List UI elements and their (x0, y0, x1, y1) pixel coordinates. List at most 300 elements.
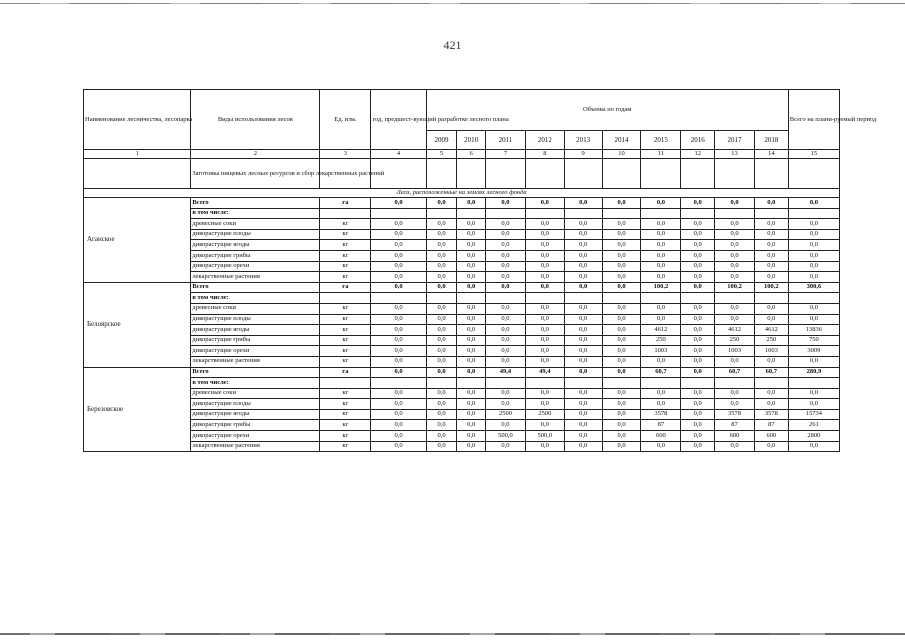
year-value-cell: 0,0 (681, 346, 715, 357)
year-value-cell: 0,0 (602, 303, 641, 314)
year-value-cell: 0,0 (715, 219, 755, 230)
year-value-cell: 0,0 (457, 261, 486, 272)
header-year: 2013 (564, 131, 602, 150)
year-value-cell: 0,0 (457, 303, 486, 314)
column-number: 7 (486, 150, 526, 159)
year-value-cell: 0,0 (457, 346, 486, 357)
table-row (84, 198, 840, 209)
year-value-cell: 0,0 (641, 399, 681, 410)
table-row (84, 335, 840, 346)
year-value-cell: 0,0 (457, 420, 486, 431)
year-value-cell: 4612 (641, 325, 681, 336)
year-value-cell: 0,0 (602, 314, 641, 325)
use-type-cell: лекарственные растения (191, 356, 320, 367)
year-value-cell: 0,0 (525, 219, 564, 230)
year-value-cell (564, 293, 602, 304)
period-total-cell: 15734 (788, 409, 839, 420)
year-value-cell: 0,0 (754, 250, 788, 261)
period-total-cell: 0,0 (788, 441, 839, 452)
table-row (84, 441, 840, 452)
unit-cell: га (320, 198, 371, 209)
year-value-cell: 0,0 (681, 356, 715, 367)
use-type-cell: в том числе: (191, 208, 320, 219)
year-value-cell (564, 378, 602, 389)
use-type-cell: дикорастущие плоды (191, 229, 320, 240)
plan-year-cell: 0,0 (371, 431, 426, 442)
table-row (84, 378, 840, 389)
column-number: 11 (641, 150, 681, 159)
year-value-cell: 0,0 (715, 261, 755, 272)
forestry-cell (84, 198, 191, 283)
table-row (84, 388, 840, 399)
year-value-cell: 0,0 (641, 229, 681, 240)
year-value-cell: 0,0 (486, 420, 526, 431)
year-value-cell: 0,0 (525, 399, 564, 410)
year-value-cell: 0,0 (486, 314, 526, 325)
year-value-cell (754, 293, 788, 304)
plan-year-cell (371, 378, 426, 389)
header-forestry: Наименование лесничества, лесопарка (84, 90, 191, 150)
header-year: 2011 (486, 131, 526, 150)
table-row (84, 431, 840, 442)
period-total-cell: 3009 (788, 346, 839, 357)
unit-cell (320, 208, 371, 219)
table-row (84, 250, 840, 261)
plan-year-cell: 0,0 (371, 314, 426, 325)
column-number: 8 (525, 150, 564, 159)
year-value-cell (681, 208, 715, 219)
column-number: 10 (602, 150, 641, 159)
header-unit: Ед. изм. (320, 90, 371, 150)
year-value-cell: 0,0 (641, 303, 681, 314)
plan-year-cell: 0,0 (371, 219, 426, 230)
unit-cell: кг (320, 303, 371, 314)
use-type-cell: дикорастущие плоды (191, 314, 320, 325)
year-value-cell: 0,0 (486, 219, 526, 230)
year-value-cell: 0,0 (426, 346, 457, 357)
year-value-cell: 0,0 (641, 356, 681, 367)
year-value-cell: 0,0 (457, 441, 486, 452)
forestry-name: Аганское (87, 235, 115, 244)
year-value-cell: 0,0 (426, 399, 457, 410)
year-value-cell (715, 293, 755, 304)
year-value-cell (457, 208, 486, 219)
plan-year-cell: 0,0 (371, 420, 426, 431)
use-type-cell: дикорастущие грибы (191, 250, 320, 261)
unit-cell: кг (320, 420, 371, 431)
year-value-cell: 0,0 (426, 198, 457, 209)
year-value-cell: 0,0 (486, 356, 526, 367)
period-total-cell: 0,0 (788, 250, 839, 261)
year-value-cell: 0,0 (457, 229, 486, 240)
table-row (84, 219, 840, 230)
year-value-cell: 0,0 (715, 399, 755, 410)
year-value-cell: 0,0 (681, 388, 715, 399)
year-value-cell: 0,0 (426, 431, 457, 442)
year-value-cell (426, 378, 457, 389)
year-value-cell: 0,0 (641, 198, 681, 209)
column-number: 9 (564, 150, 602, 159)
year-value-cell: 0,0 (525, 356, 564, 367)
intro-row (84, 159, 840, 189)
plan-year-cell: 0,0 (371, 250, 426, 261)
unit-cell: кг (320, 388, 371, 399)
year-value-cell: 0,0 (457, 314, 486, 325)
plan-year-cell: 0,0 (371, 367, 426, 378)
year-value-cell: 0,0 (564, 335, 602, 346)
table-row (84, 272, 840, 283)
plan-year-cell: 0,0 (371, 198, 426, 209)
year-value-cell: 0,0 (602, 420, 641, 431)
section-title: Леса, расположенные на землях лесного фонда (84, 189, 840, 198)
year-value-cell (486, 208, 526, 219)
table-row (84, 356, 840, 367)
year-value-cell (525, 293, 564, 304)
unit-cell: кг (320, 261, 371, 272)
year-value-cell: 0,0 (715, 356, 755, 367)
year-value-cell: 0,0 (564, 250, 602, 261)
year-value-cell: 0,0 (486, 282, 526, 293)
year-value-cell: 600 (641, 431, 681, 442)
year-value-cell: 0,0 (602, 388, 641, 399)
section-row (84, 189, 840, 198)
year-value-cell (457, 293, 486, 304)
year-value-cell: 0,0 (681, 367, 715, 378)
use-type-cell: дикорастущие ягоды (191, 240, 320, 251)
year-value-cell: 87 (715, 420, 755, 431)
plan-year-cell: 0,0 (371, 346, 426, 357)
year-value-cell: 1003 (754, 346, 788, 357)
year-value-cell: 0,0 (426, 229, 457, 240)
header-year: 2017 (715, 131, 755, 150)
unit-cell: кг (320, 346, 371, 357)
unit-cell: кг (320, 399, 371, 410)
year-value-cell: 0,0 (486, 261, 526, 272)
year-value-cell: 0,0 (525, 420, 564, 431)
plan-year-cell: 0,0 (371, 441, 426, 452)
year-value-cell: 0,0 (426, 303, 457, 314)
year-value-cell: 0,0 (681, 314, 715, 325)
year-value-cell: 0,0 (564, 219, 602, 230)
year-value-cell: 60,7 (641, 367, 681, 378)
year-value-cell: 0,0 (457, 356, 486, 367)
intro-text: Заготовка пищевых лесных ресурсов и сбор лекарственных растений (191, 159, 320, 189)
use-type-cell: древесные соки (191, 219, 320, 230)
year-value-cell: 4612 (754, 325, 788, 336)
forestry-cell (84, 282, 191, 367)
year-value-cell: 1003 (641, 346, 681, 357)
header-year: 2012 (525, 131, 564, 150)
year-value-cell: 0,0 (486, 198, 526, 209)
year-value-cell (486, 378, 526, 389)
column-number: 14 (754, 150, 788, 159)
unit-cell: кг (320, 409, 371, 420)
year-value-cell: 0,0 (602, 325, 641, 336)
column-number: 3 (320, 150, 371, 159)
period-total-cell: 0,0 (788, 198, 839, 209)
year-value-cell: 0,0 (525, 441, 564, 452)
year-value-cell: 0,0 (525, 240, 564, 251)
column-number: 15 (788, 150, 839, 159)
period-total-cell (788, 378, 839, 389)
unit-cell: кг (320, 431, 371, 442)
use-type-cell: в том числе: (191, 378, 320, 389)
year-value-cell: 0,0 (681, 420, 715, 431)
scan-edge-bottom (0, 633, 905, 635)
year-value-cell: 0,0 (486, 399, 526, 410)
header-year: 2009 (426, 131, 457, 150)
year-value-cell: 0,0 (525, 303, 564, 314)
period-total-cell: 0,0 (788, 240, 839, 251)
year-value-cell: 0,0 (754, 219, 788, 230)
column-number: 4 (371, 150, 426, 159)
year-value-cell: 0,0 (754, 272, 788, 283)
year-value-cell (681, 378, 715, 389)
year-value-cell: 3578 (715, 409, 755, 420)
year-value-cell: 0,0 (426, 335, 457, 346)
year-value-cell: 0,0 (641, 272, 681, 283)
year-value-cell: 500,0 (525, 431, 564, 442)
year-value-cell: 0,0 (681, 303, 715, 314)
year-value-cell: 0,0 (564, 441, 602, 452)
unit-cell: га (320, 367, 371, 378)
year-value-cell: 0,0 (681, 431, 715, 442)
year-value-cell: 0,0 (426, 282, 457, 293)
column-number: 13 (715, 150, 755, 159)
year-value-cell: 0,0 (564, 272, 602, 283)
period-total-cell (788, 208, 839, 219)
year-value-cell: 0,0 (564, 346, 602, 357)
year-value-cell: 0,0 (754, 314, 788, 325)
unit-cell: га (320, 282, 371, 293)
plan-year-cell: 0,0 (371, 282, 426, 293)
year-value-cell: 0,0 (564, 367, 602, 378)
year-value-cell: 0,0 (754, 198, 788, 209)
use-type-cell: дикорастущие ягоды (191, 325, 320, 336)
year-value-cell: 0,0 (602, 441, 641, 452)
year-value-cell: 0,0 (564, 431, 602, 442)
year-value-cell (486, 293, 526, 304)
plan-year-cell (371, 208, 426, 219)
plan-year-cell: 0,0 (371, 335, 426, 346)
year-value-cell: 60,7 (715, 367, 755, 378)
year-value-cell: 0,0 (525, 282, 564, 293)
year-value-cell: 0,0 (602, 335, 641, 346)
year-value-cell: 0,0 (457, 388, 486, 399)
table-row (84, 208, 840, 219)
table-row (84, 409, 840, 420)
year-value-cell: 0,0 (486, 325, 526, 336)
year-value-cell: 0,0 (602, 229, 641, 240)
year-value-cell: 0,0 (457, 250, 486, 261)
table-row (84, 282, 840, 293)
forestry-name: Березовское (87, 404, 124, 413)
use-type-cell: дикорастущие грибы (191, 420, 320, 431)
plan-year-cell: 0,0 (371, 388, 426, 399)
year-value-cell: 0,0 (564, 198, 602, 209)
period-total-cell: 0,0 (788, 356, 839, 367)
unit-cell: кг (320, 219, 371, 230)
year-value-cell: 0,0 (486, 229, 526, 240)
year-value-cell: 0,0 (426, 325, 457, 336)
year-value-cell: 0,0 (486, 346, 526, 357)
year-value-cell: 0,0 (564, 420, 602, 431)
table-row (84, 240, 840, 251)
year-value-cell: 0,0 (486, 303, 526, 314)
use-type-cell: Всего (191, 367, 320, 378)
year-value-cell: 0,0 (715, 272, 755, 283)
use-type-cell: дикорастущие орехи (191, 261, 320, 272)
forestry-name: Белоярское (87, 319, 121, 328)
table-row (84, 399, 840, 410)
year-value-cell: 0,0 (426, 314, 457, 325)
year-value-cell: 0,0 (754, 261, 788, 272)
table-row (84, 420, 840, 431)
period-total-cell: 261 (788, 420, 839, 431)
use-type-cell: лекарственные растения (191, 441, 320, 452)
plan-year-cell: 0,0 (371, 240, 426, 251)
period-total-cell: 0,0 (788, 399, 839, 410)
year-value-cell: 0,0 (525, 346, 564, 357)
year-value-cell: 0,0 (457, 409, 486, 420)
year-value-cell: 0,0 (486, 388, 526, 399)
year-value-cell: 0,0 (754, 388, 788, 399)
year-value-cell: 0,0 (486, 335, 526, 346)
year-value-cell (602, 208, 641, 219)
year-value-cell: 0,0 (602, 399, 641, 410)
year-value-cell: 0,0 (681, 335, 715, 346)
year-value-cell: 4612 (715, 325, 755, 336)
year-value-cell: 0,0 (681, 240, 715, 251)
plan-year-cell: 0,0 (371, 409, 426, 420)
table-row (84, 261, 840, 272)
unit-cell (320, 293, 371, 304)
scan-edge-top (0, 3, 905, 4)
year-value-cell (681, 293, 715, 304)
year-value-cell: 0,0 (457, 272, 486, 283)
use-type-cell: древесные соки (191, 303, 320, 314)
year-value-cell (426, 208, 457, 219)
unit-cell: кг (320, 250, 371, 261)
year-value-cell: 0,0 (715, 441, 755, 452)
year-value-cell: 0,0 (602, 367, 641, 378)
year-value-cell (641, 208, 681, 219)
forestry-cell (84, 367, 191, 452)
year-value-cell: 0,0 (564, 409, 602, 420)
year-value-cell: 87 (641, 420, 681, 431)
year-value-cell: 0,0 (457, 325, 486, 336)
year-value-cell: 0,0 (457, 198, 486, 209)
use-type-cell: дикорастущие орехи (191, 346, 320, 357)
header-use-type: Виды использования лесов (191, 90, 320, 150)
year-value-cell: 0,0 (602, 250, 641, 261)
year-value-cell: 0,0 (715, 314, 755, 325)
year-value-cell: 49,4 (525, 367, 564, 378)
use-type-cell: Всего (191, 282, 320, 293)
year-value-cell: 0,0 (641, 441, 681, 452)
year-value-cell: 0,0 (564, 261, 602, 272)
use-type-cell: дикорастущие плоды (191, 399, 320, 410)
year-value-cell: 0,0 (564, 314, 602, 325)
plan-year-cell: 0,0 (371, 229, 426, 240)
year-value-cell: 0,0 (641, 250, 681, 261)
use-type-cell: дикорастущие грибы (191, 335, 320, 346)
year-value-cell: 0,0 (457, 282, 486, 293)
table-row (84, 325, 840, 336)
year-value-cell: 0,0 (602, 261, 641, 272)
use-type-cell: древесные соки (191, 388, 320, 399)
period-total-cell (788, 293, 839, 304)
year-value-cell: 0,0 (486, 272, 526, 283)
year-value-cell: 0,0 (564, 356, 602, 367)
year-value-cell: 0,0 (525, 198, 564, 209)
period-total-cell: 300,6 (788, 282, 839, 293)
period-total-cell: 2800 (788, 431, 839, 442)
year-value-cell (602, 293, 641, 304)
period-total-cell: 0,0 (788, 219, 839, 230)
year-value-cell: 250 (754, 335, 788, 346)
year-value-cell: 600 (715, 431, 755, 442)
year-value-cell: 0,0 (681, 261, 715, 272)
year-value-cell: 0,0 (754, 399, 788, 410)
period-total-cell: 0,0 (788, 272, 839, 283)
table-row (84, 314, 840, 325)
year-value-cell: 0,0 (426, 219, 457, 230)
period-total-cell: 0,0 (788, 261, 839, 272)
table-row (84, 293, 840, 304)
column-number: 5 (426, 150, 457, 159)
year-value-cell: 0,0 (602, 409, 641, 420)
year-value-cell: 2500 (525, 409, 564, 420)
table-row (84, 346, 840, 357)
year-value-cell: 0,0 (681, 250, 715, 261)
year-value-cell: 0,0 (715, 250, 755, 261)
year-value-cell: 0,0 (457, 335, 486, 346)
year-value-cell: 0,0 (426, 388, 457, 399)
year-value-cell (564, 208, 602, 219)
year-value-cell: 0,0 (426, 261, 457, 272)
year-value-cell: 0,0 (641, 261, 681, 272)
unit-cell: кг (320, 441, 371, 452)
year-value-cell: 0,0 (457, 240, 486, 251)
unit-cell (320, 378, 371, 389)
unit-cell: кг (320, 240, 371, 251)
unit-cell: кг (320, 356, 371, 367)
period-total-cell: 0,0 (788, 303, 839, 314)
year-value-cell: 0,0 (564, 388, 602, 399)
plan-year-cell: 0,0 (371, 303, 426, 314)
header-volumes: Объемы по годам (426, 90, 788, 131)
header-year: 2015 (641, 131, 681, 150)
year-value-cell: 0,0 (525, 325, 564, 336)
year-value-cell: 0,0 (426, 420, 457, 431)
column-number: 2 (191, 150, 320, 159)
year-value-cell: 0,0 (681, 219, 715, 230)
year-value-cell: 0,0 (602, 282, 641, 293)
header-year: 2016 (681, 131, 715, 150)
column-number-row (84, 150, 840, 159)
year-value-cell: 0,0 (426, 441, 457, 452)
year-value-cell (754, 208, 788, 219)
table-body (84, 159, 840, 452)
plan-year-cell: 0,0 (371, 325, 426, 336)
year-value-cell: 0,0 (715, 198, 755, 209)
year-value-cell: 0,0 (754, 441, 788, 452)
use-type-cell: дикорастущие ягоды (191, 409, 320, 420)
year-value-cell: 500,0 (486, 431, 526, 442)
year-value-cell: 0,0 (602, 431, 641, 442)
year-value-cell: 1003 (715, 346, 755, 357)
